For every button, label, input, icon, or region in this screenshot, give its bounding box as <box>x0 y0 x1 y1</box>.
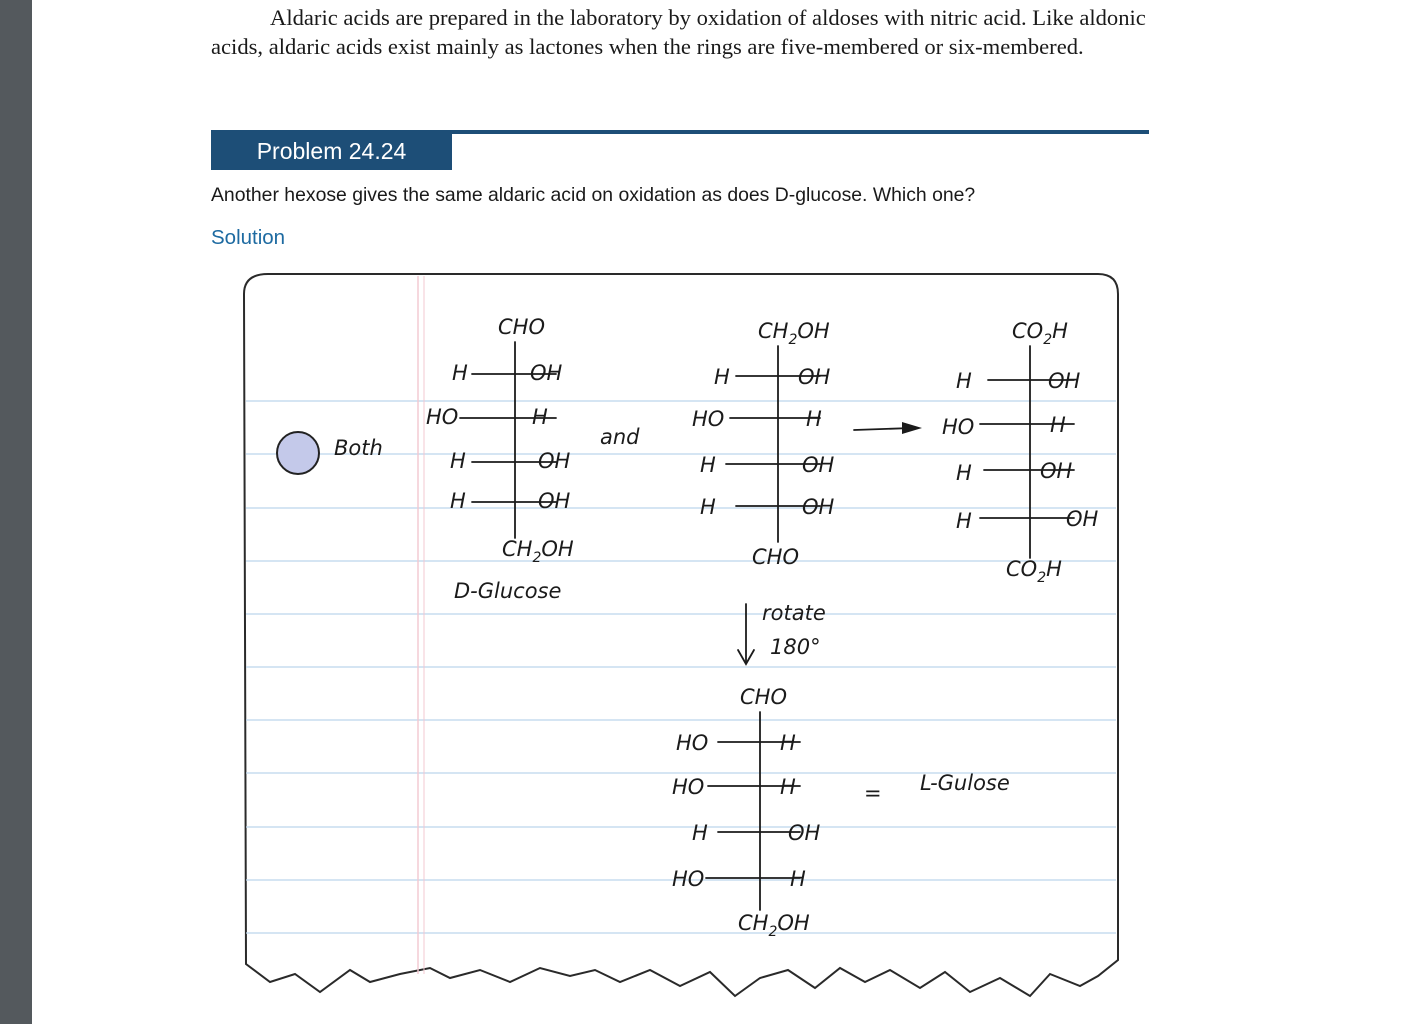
other-r3-right: OH <box>802 453 835 477</box>
glucose-r2-left: HO <box>426 405 459 429</box>
glucose-top: CHO <box>498 315 545 339</box>
glucose-r4-left: H <box>450 489 466 513</box>
problem-question: Another hexose gives the same aldaric acid on oxidation as does D-glucose. Which one? <box>211 184 976 206</box>
rotated-r3-left: H <box>692 821 708 845</box>
glucose-bottom: $CH_2OH$ <box>502 537 574 566</box>
other-r1-left: H <box>714 365 730 389</box>
product-r1-left: H <box>956 369 972 393</box>
rotated-r1-right: H <box>780 731 796 755</box>
note-and: and <box>600 425 640 449</box>
rotated-r1-left: HO <box>676 731 709 755</box>
rotate-angle: 180° <box>770 635 821 659</box>
other-r3-left: H <box>700 453 716 477</box>
glucose-name: D-Glucose <box>454 579 562 603</box>
product-r2-left: HO <box>942 415 975 439</box>
other-r2-left: HO <box>692 407 725 431</box>
note-both: Both <box>334 436 383 460</box>
product-r4-left: H <box>956 509 972 533</box>
product-r3-right: OH <box>1040 459 1073 483</box>
bullet-marker <box>277 432 319 474</box>
other-r4-right: OH <box>802 495 835 519</box>
glucose-r1-left: H <box>452 361 468 385</box>
viewer-sidebar-edge <box>0 0 32 1024</box>
other-bottom: CHO <box>752 545 799 569</box>
product-top: $CO_2H$ <box>1012 319 1068 348</box>
product-bottom: $CO_2H$ <box>1006 557 1062 586</box>
rotated-r2-left: HO <box>672 775 705 799</box>
glucose-r3-right: OH <box>538 449 571 473</box>
solution-label: Solution <box>211 226 286 249</box>
other-top: $CH_2OH$ <box>758 319 830 348</box>
equals-sign: = <box>864 781 882 805</box>
other-r2-right: H <box>806 407 822 431</box>
product-r1-right: OH <box>1048 369 1081 393</box>
rotated-bottom: $CH_2OH$ <box>738 911 810 940</box>
intro-paragraph: Aldaric acids are prepared in the laboratory by oxidation of aldoses with nitric acid. Like aldonic acids, aldaric acids exist mainly as lactones when the rings are five-membered or six-membered. <box>211 5 1146 59</box>
result-l-gulose: L-Gulose <box>920 771 1010 795</box>
rotate-label: rotate <box>762 601 826 625</box>
rotated-r4-right: H <box>790 867 806 891</box>
other-r4-left: H <box>700 495 716 519</box>
rotated-r4-left: HO <box>672 867 705 891</box>
product-r2-right: H <box>1050 413 1066 437</box>
glucose-r4-right: OH <box>538 489 571 513</box>
rotated-top: CHO <box>740 685 787 709</box>
other-r1-right: OH <box>798 365 831 389</box>
problem-label: Problem 24.24 <box>211 133 452 170</box>
glucose-r3-left: H <box>450 449 466 473</box>
rotated-r3-right: OH <box>788 821 821 845</box>
product-r3-left: H <box>956 461 972 485</box>
rotated-r2-right: H <box>780 775 796 799</box>
glucose-r2-right: H <box>532 405 548 429</box>
glucose-r1-right: OH <box>530 361 563 385</box>
product-r4-right: OH <box>1066 507 1099 531</box>
handwritten-solution-notebook <box>240 270 1120 1010</box>
